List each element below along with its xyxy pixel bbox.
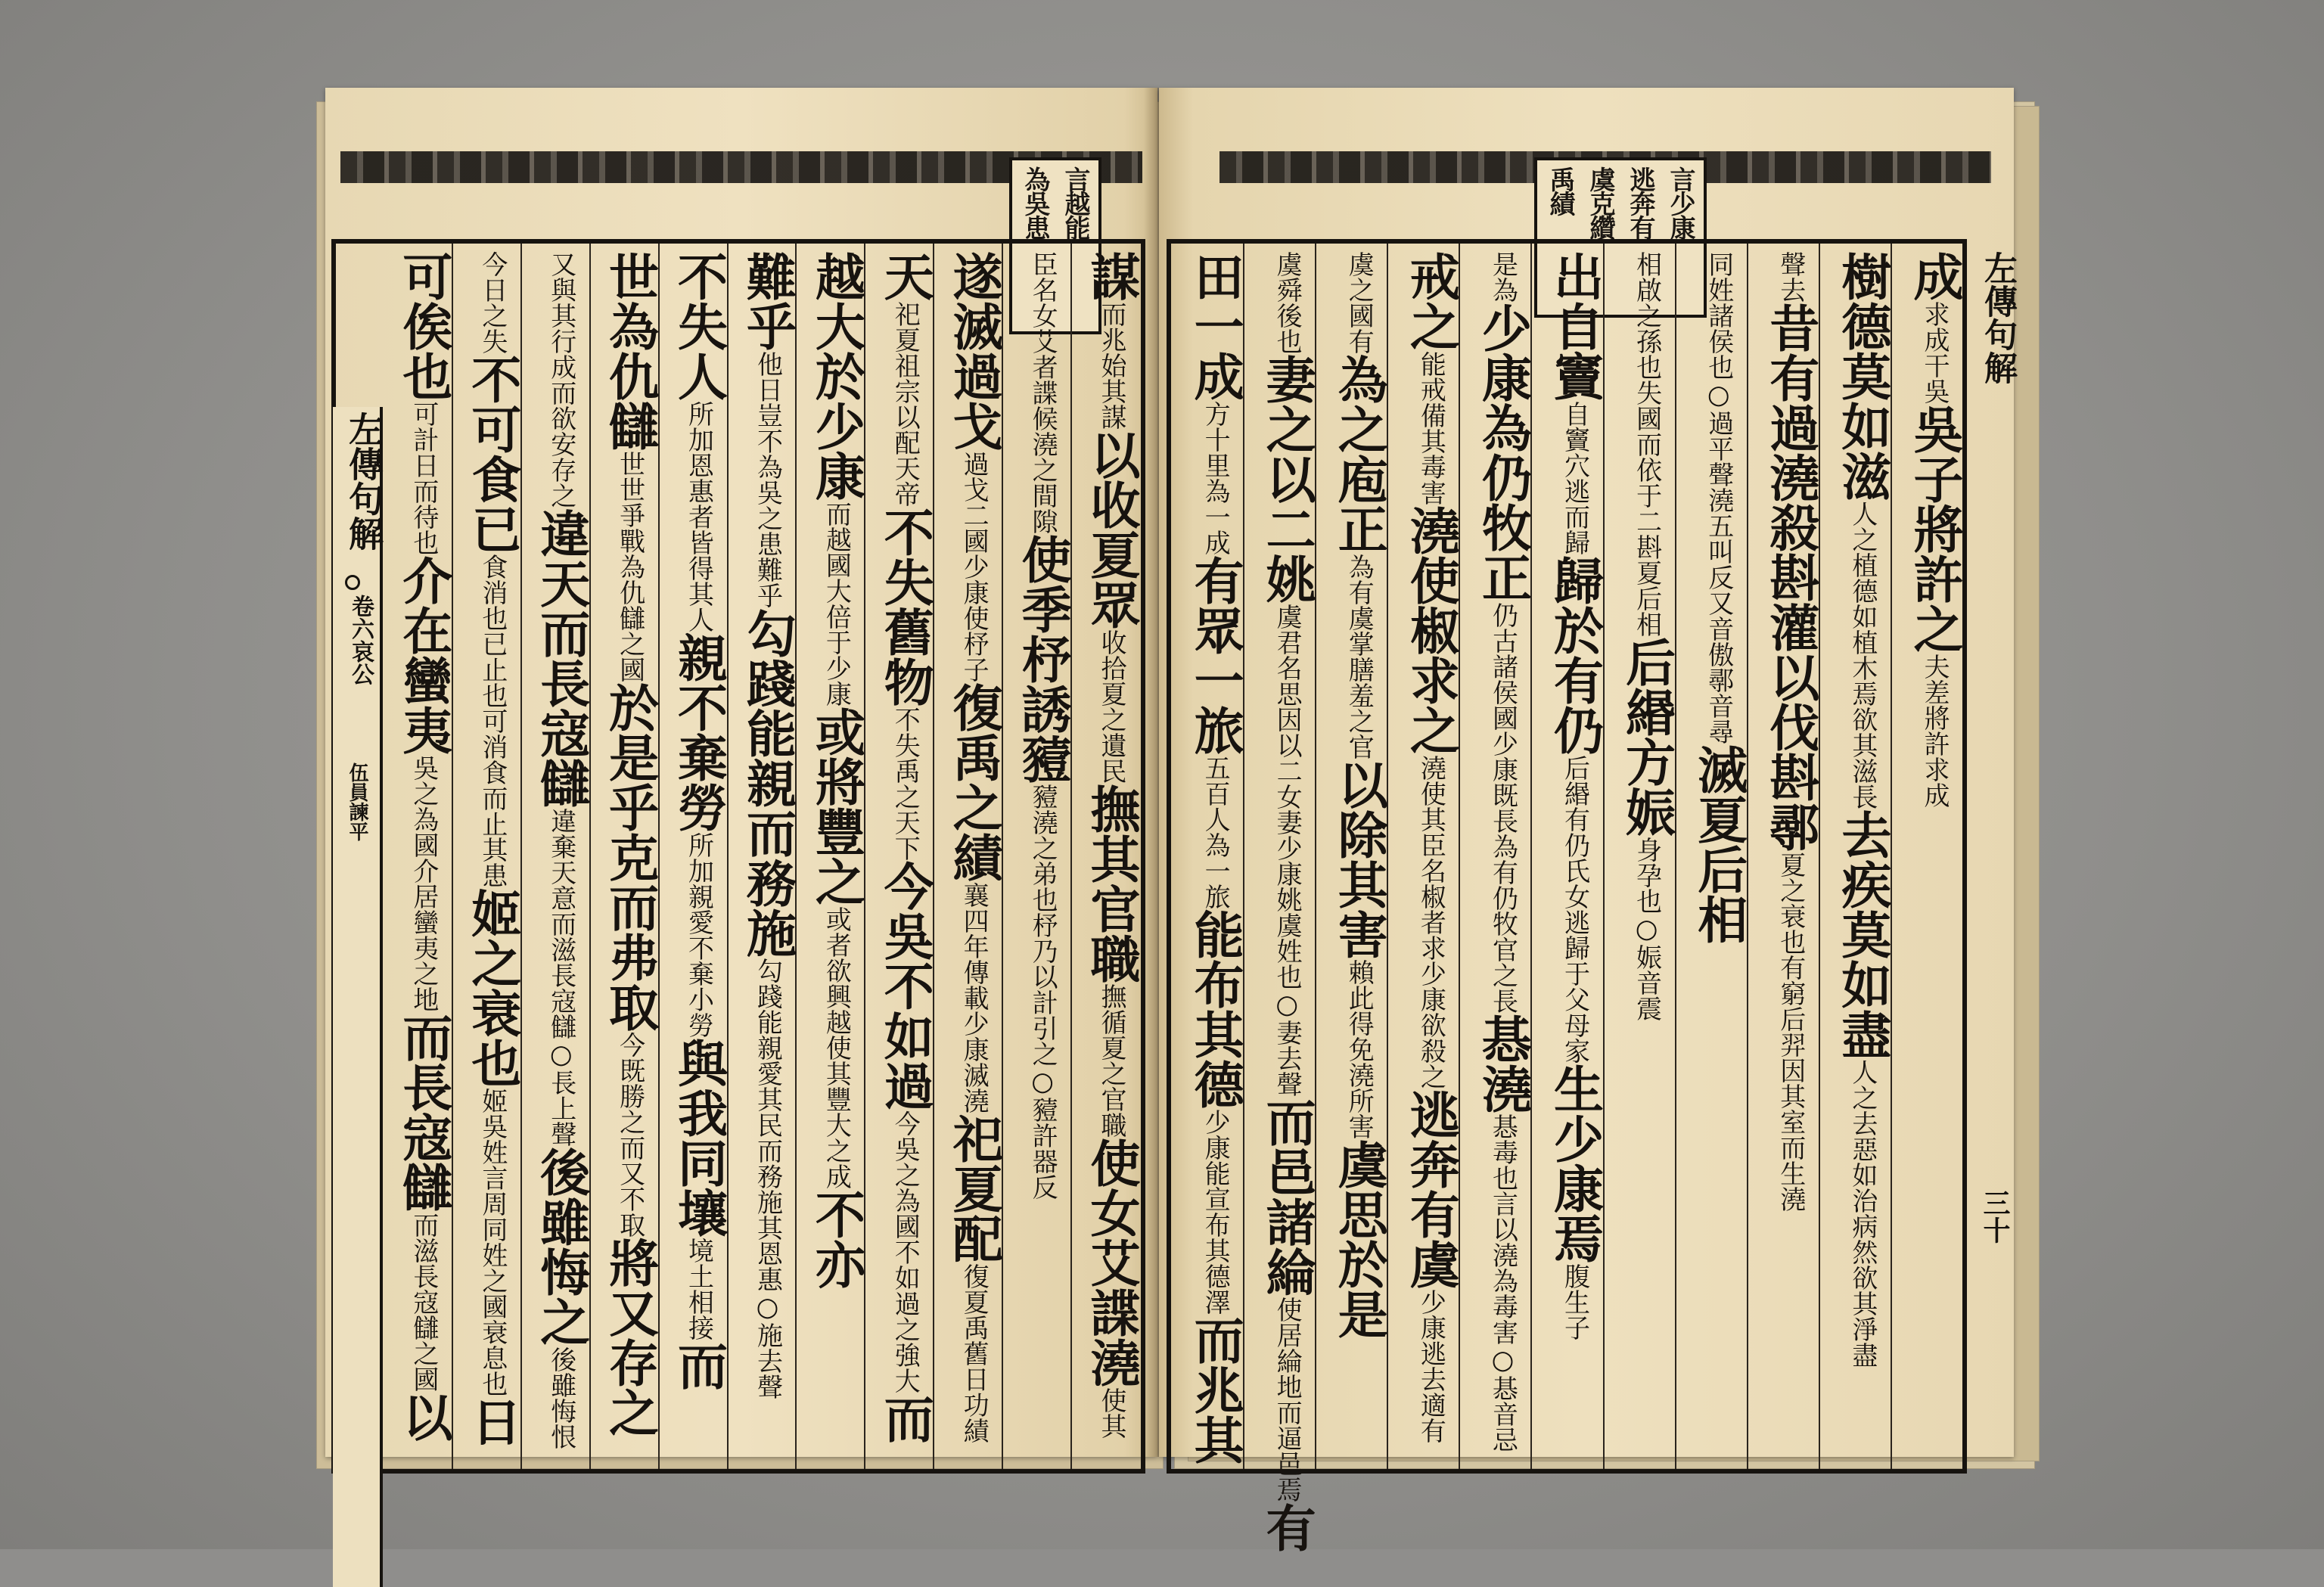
- gutter-title: 左傳句解: [1978, 251, 2017, 384]
- commentary-text: 賴此得免澆所害: [1344, 959, 1375, 1139]
- commentary-text: 虞君名思因以二女妻少康姚虞姓也○妻去聲: [1272, 604, 1303, 1097]
- headnote-line: 禹績: [1545, 166, 1575, 215]
- commentary-text: 復夏禹舊日功績: [958, 1263, 990, 1443]
- left-page: [325, 88, 1157, 1457]
- main-text: 以收夏眾: [1081, 430, 1141, 629]
- fishtail-mark-icon: [345, 575, 360, 590]
- commentary-text: 又與其行成而欲安存之: [545, 251, 576, 508]
- right-page-text-column: [1823, 251, 1892, 1461]
- main-text: 日: [462, 1396, 522, 1446]
- commentary-text: 今日之失: [477, 251, 508, 354]
- commentary-text: 能戒備其毒害: [1415, 351, 1446, 505]
- right-page-text-column: [1895, 251, 1964, 1461]
- main-text: 為之庖正: [1329, 354, 1389, 554]
- main-text: 少康為仍牧正: [1473, 303, 1533, 602]
- main-text: 虞思於是: [1329, 1139, 1389, 1339]
- main-text: 有: [1257, 1502, 1317, 1552]
- main-text: 生少康焉: [1545, 1064, 1605, 1263]
- commentary-text: 撫循夏之官職: [1095, 983, 1126, 1138]
- commentary-text: 求成干吳: [1919, 301, 1950, 404]
- commentary-text: 姬吳姓言周同姓之國衰息也: [477, 1088, 508, 1396]
- commentary-text: 仍古諸侯國少康既長為有仍牧官之長: [1487, 602, 1518, 1014]
- commentary-text: 吳之為國介居蠻夷之地: [408, 755, 439, 1012]
- left-page-text-column: [1075, 251, 1141, 1461]
- main-text: 吳子將許之: [1904, 404, 1964, 654]
- column-rule: [1675, 244, 1676, 1469]
- commentary-text: 后緡有仍氏女逃歸于父母家: [1559, 755, 1590, 1064]
- left-page-text-column: [868, 251, 935, 1461]
- commentary-text: 人之植德如植木焉欲其滋長: [1847, 501, 1878, 809]
- main-text: 世為仇讎: [600, 251, 660, 451]
- main-text: 而: [875, 1393, 935, 1443]
- main-text: 田一成: [1185, 251, 1245, 401]
- commentary-text: 而越國大倍于少康: [821, 501, 852, 707]
- left-page-text-column: [1006, 251, 1073, 1461]
- commentary-text: 而兆始其謀: [1095, 301, 1126, 430]
- commentary-text: 世世爭戰為仇讎之國: [614, 451, 645, 682]
- commentary-text: 勾踐能親愛其民而務施其恩惠○施去聲: [752, 958, 783, 1399]
- right-page-text-column: [1391, 251, 1461, 1461]
- right-page-text-column: [1319, 251, 1389, 1461]
- main-text: 妻之以二姚: [1257, 354, 1317, 604]
- main-text: 戒之: [1401, 251, 1461, 351]
- column-rule: [1070, 244, 1072, 1469]
- main-text: 今吳不如過: [875, 861, 935, 1110]
- right-page-text-column: [1463, 251, 1533, 1461]
- right-page: [1159, 88, 2017, 1552]
- main-text: 介在蠻夷: [393, 555, 453, 755]
- commentary-text: 襄四年傳載少康滅澆: [958, 882, 990, 1113]
- main-text: 有眾一旅: [1185, 555, 1245, 755]
- commentary-text: 相啟之孫也失國而依于二斟夏后相: [1631, 251, 1662, 637]
- main-text: 姬之衰也: [462, 888, 522, 1088]
- main-text: 而兆其: [1185, 1315, 1245, 1464]
- main-text: 難乎: [738, 251, 797, 351]
- right-page-text-column: [1679, 251, 1748, 1461]
- main-text: 去疾莫如盡: [1832, 809, 1892, 1059]
- headnote-line: 言少康: [1665, 166, 1695, 239]
- commentary-text: 違棄天意而滋長寇讎○長上聲: [545, 808, 576, 1147]
- commentary-text: 虞舜後也: [1272, 251, 1303, 354]
- commentary-text: 後雖悔恨: [545, 1346, 576, 1449]
- left-page-text-column: [456, 251, 522, 1461]
- commentary-text: 是為: [1487, 251, 1518, 303]
- commentary-text: 所加恩惠者皆得其人: [683, 401, 714, 632]
- main-text: 勾踐能親而務施: [738, 608, 797, 958]
- main-text: 以: [393, 1392, 453, 1442]
- main-text: 遂滅過戈: [944, 251, 1004, 451]
- commentary-text: 境土相接: [683, 1238, 714, 1340]
- right-gutter-strip: [1968, 251, 2017, 1431]
- commentary-text: 臣名女艾者諜候澆之間隙: [1027, 251, 1058, 534]
- left-page-text-column: [594, 251, 660, 1461]
- main-text: 而: [669, 1340, 729, 1390]
- commentary-text: 夫差將許求成: [1919, 654, 1950, 808]
- commentary-text: 可計日而待也: [408, 401, 439, 555]
- main-text: 不可食已: [462, 354, 522, 554]
- commentary-text: 澆使其臣名椒者求少康欲殺之: [1415, 755, 1446, 1089]
- gutter-section: 伍員諫平: [346, 762, 368, 841]
- main-text: 違天而長寇讎: [531, 508, 591, 808]
- main-text: 惎澆: [1473, 1014, 1533, 1113]
- commentary-text: 不失禹之天下: [890, 707, 921, 861]
- main-text: 可俟也: [393, 251, 453, 401]
- main-text: 而邑諸綸: [1257, 1097, 1317, 1297]
- main-text: 滅夏后相: [1689, 744, 1748, 944]
- main-text: 能布其德: [1185, 909, 1245, 1109]
- gutter-strip: [333, 407, 383, 1587]
- main-text: 成: [1904, 251, 1964, 301]
- commentary-text: 祀夏祖宗以配天帝: [890, 301, 921, 507]
- main-text: 逃奔有虞: [1401, 1089, 1461, 1289]
- main-text: 或將豐之: [806, 707, 866, 906]
- main-text: 撫其官職: [1081, 784, 1141, 983]
- right-page-text-column: [1608, 251, 1676, 1461]
- commentary-text: 腹生子: [1559, 1263, 1590, 1340]
- main-text: 使季杼誘豷: [1013, 534, 1073, 784]
- headnote-line: 言越能: [1060, 166, 1090, 239]
- column-rule: [1603, 244, 1605, 1469]
- commentary-text: 五百人為一旅: [1200, 755, 1231, 909]
- left-page-text-column: [663, 251, 729, 1461]
- main-text: 後雖悔之: [531, 1147, 591, 1346]
- commentary-text: 而滋長寇讎之國: [408, 1212, 439, 1392]
- commentary-text: 方十里為一成: [1200, 401, 1231, 555]
- main-text: 不失人: [669, 251, 729, 401]
- main-text: 謀: [1081, 251, 1141, 301]
- commentary-text: 聲去: [1775, 251, 1806, 303]
- main-text: 與我同壤: [669, 1038, 729, 1238]
- commentary-text: 同姓諸侯也○過平聲澆五叫反又音傲鄩音尋: [1703, 251, 1734, 744]
- main-text: 而長寇讎: [393, 1012, 453, 1212]
- column-rule: [727, 244, 729, 1469]
- main-text: 將又存之: [600, 1238, 660, 1437]
- main-text: 祀夏配: [944, 1113, 1004, 1263]
- main-text: 澆使椒求之: [1401, 505, 1461, 755]
- text-frame: [331, 239, 1145, 1474]
- main-text: 不亦: [806, 1189, 866, 1289]
- column-rule: [1243, 244, 1244, 1469]
- commentary-text: 使其: [1095, 1387, 1126, 1439]
- headnote-line: 虞克纘: [1585, 166, 1615, 239]
- commentary-text: 少康能宣布其德澤: [1200, 1109, 1231, 1315]
- right-page-text-column: [1176, 251, 1245, 1464]
- commentary-text: 為有虞掌膳羞之官: [1344, 554, 1375, 759]
- main-text: 出自竇: [1545, 251, 1605, 401]
- gutter-title: 左傳句解: [343, 412, 384, 551]
- headnote-line: 逃奔有: [1625, 166, 1655, 239]
- column-rule: [933, 244, 934, 1469]
- column-rule: [452, 244, 453, 1469]
- main-text: 復禹之績: [944, 682, 1004, 882]
- right-page-text-column: [1751, 251, 1820, 1461]
- left-page-text-column: [800, 251, 866, 1461]
- main-text: 親不棄勞: [669, 632, 729, 832]
- main-text: 樹德莫如滋: [1832, 251, 1892, 501]
- commentary-text: 過戈二國少康使杼子: [958, 451, 990, 682]
- commentary-text: 食消也已止也可消食而止其患: [477, 554, 508, 888]
- commentary-text: 夏之衰也有窮后羿因其室而生澆: [1775, 852, 1806, 1212]
- right-page-text-column: [1247, 251, 1317, 1552]
- main-text: 歸於有仍: [1545, 555, 1605, 755]
- main-text: 不失舊物: [875, 507, 935, 707]
- commentary-text: 身孕也○娠音震: [1631, 837, 1662, 1021]
- commentary-text: 收拾夏之遺民: [1095, 629, 1126, 784]
- commentary-text: 今既勝之而又不取: [614, 1032, 645, 1238]
- main-text: 天: [875, 251, 935, 301]
- main-text: 於是乎克而弗取: [600, 682, 660, 1032]
- commentary-text: 虞之國有: [1344, 251, 1375, 354]
- text-frame: [1167, 239, 1967, 1552]
- main-text: 后緡方娠: [1617, 637, 1676, 837]
- commentary-text: 自竇穴逃而歸: [1559, 401, 1590, 555]
- main-text: 以除其害: [1329, 759, 1389, 959]
- headnote-line: 為吳患: [1020, 166, 1050, 239]
- commentary-text: 今吳之為國不如過之強大: [890, 1110, 921, 1393]
- commentary-text: 惎毒也言以澆為毒害○惎音忌: [1487, 1113, 1518, 1452]
- gutter-volume: 卷六哀公: [347, 595, 374, 685]
- commentary-text: 豷澆之弟也杼乃以計引之○豷許器反: [1027, 784, 1058, 1200]
- main-text: 昔有過澆殺斟灌以伐斟鄩: [1760, 303, 1820, 852]
- left-page-text-column: [937, 251, 1004, 1461]
- left-page-text-column: [732, 251, 797, 1461]
- left-page-text-column: [525, 251, 591, 1461]
- commentary-text: 他日豈不為吳之患難乎: [752, 351, 783, 608]
- commentary-text: 或者欲興越使其豐大之成: [821, 906, 852, 1189]
- main-text: 使女艾諜澆: [1081, 1138, 1141, 1387]
- left-page-text-column: [387, 251, 453, 1461]
- commentary-text: 少康逃去適有: [1415, 1289, 1446, 1443]
- commentary-text: 人之去惡如治病然欲其淨盡: [1847, 1059, 1878, 1368]
- commentary-text: 所加親愛不棄小勞: [683, 832, 714, 1038]
- main-text: 越大於少康: [806, 251, 866, 501]
- right-page-text-column: [1535, 251, 1605, 1461]
- commentary-text: 使居綸地而逼邑焉: [1272, 1297, 1303, 1502]
- page-number: 三十: [1979, 1189, 2011, 1244]
